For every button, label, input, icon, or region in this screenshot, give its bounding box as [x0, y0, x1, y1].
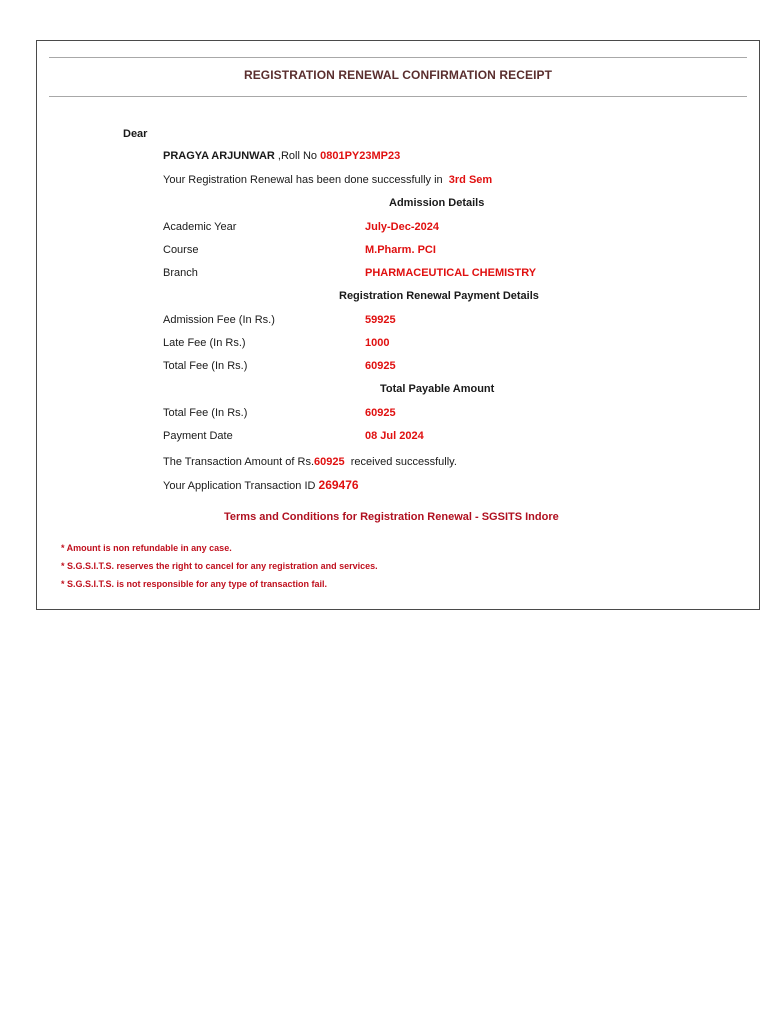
admission-heading: Admission Details — [389, 197, 485, 209]
receipt-title: REGISTRATION RENEWAL CONFIRMATION RECEIPT — [243, 68, 553, 82]
txn-id-label: Your Application Transaction ID — [163, 480, 316, 492]
branch-label: Branch — [163, 267, 198, 279]
transaction-amount-line — [163, 455, 457, 469]
student-name: PRAGYA ARJUNWAR — [163, 150, 275, 162]
transaction-id-line — [163, 478, 359, 493]
note-item: * Amount is non refundable in any case. — [61, 543, 232, 553]
admission-fee-value: 59925 — [365, 314, 396, 326]
txn-id: 269476 — [318, 478, 359, 492]
course-label: Course — [163, 244, 199, 256]
payable-heading: Total Payable Amount — [380, 383, 495, 395]
terms-heading: Terms and Conditions for Registration Renewal - SGSITS Indore — [224, 511, 559, 523]
txn-amount: 60925 — [314, 456, 345, 468]
branch-value: PHARMACEUTICAL CHEMISTRY — [365, 267, 537, 279]
title-divider — [49, 96, 747, 97]
roll-prefix: ,Roll No — [274, 150, 318, 162]
salutation: Dear — [123, 128, 148, 140]
payable-total-value: 60925 — [365, 407, 396, 419]
payment-heading: Registration Renewal Payment Details — [339, 290, 539, 302]
late-fee-value: 1000 — [365, 337, 390, 349]
txn-amount-prefix: The Transaction Amount of Rs. — [163, 456, 315, 468]
late-fee-label: Late Fee (In Rs.) — [163, 337, 246, 349]
academic-year-label: Academic Year — [163, 221, 237, 233]
payable-total-label: Total Fee (In Rs.) — [163, 407, 248, 419]
semester: 3rd Sem — [448, 174, 493, 186]
total-fee-value: 60925 — [365, 360, 396, 372]
renewal-line — [163, 173, 492, 187]
note-item: * S.G.S.I.T.S. is not responsible for any type of transaction fail. — [61, 579, 328, 589]
roll-number: 0801PY23MP23 — [320, 150, 401, 162]
total-fee-label: Total Fee (In Rs.) — [163, 360, 248, 372]
academic-year-value: July-Dec-2024 — [365, 221, 439, 233]
student-line — [163, 149, 400, 163]
top-divider — [49, 57, 747, 58]
renewal-text: Your Registration Renewal has been done successfully in — [163, 174, 443, 186]
txn-amount-suffix: received successfully. — [350, 456, 457, 468]
admission-fee-label: Admission Fee (In Rs.) — [163, 314, 275, 326]
note-item: * S.G.S.I.T.S. reserves the right to cancel for any registration and services. — [61, 561, 378, 571]
payment-date-label: Payment Date — [163, 430, 233, 442]
receipt-card — [36, 40, 760, 610]
payment-date-value: 08 Jul 2024 — [365, 430, 424, 442]
course-value: M.Pharm. PCI — [365, 244, 436, 256]
